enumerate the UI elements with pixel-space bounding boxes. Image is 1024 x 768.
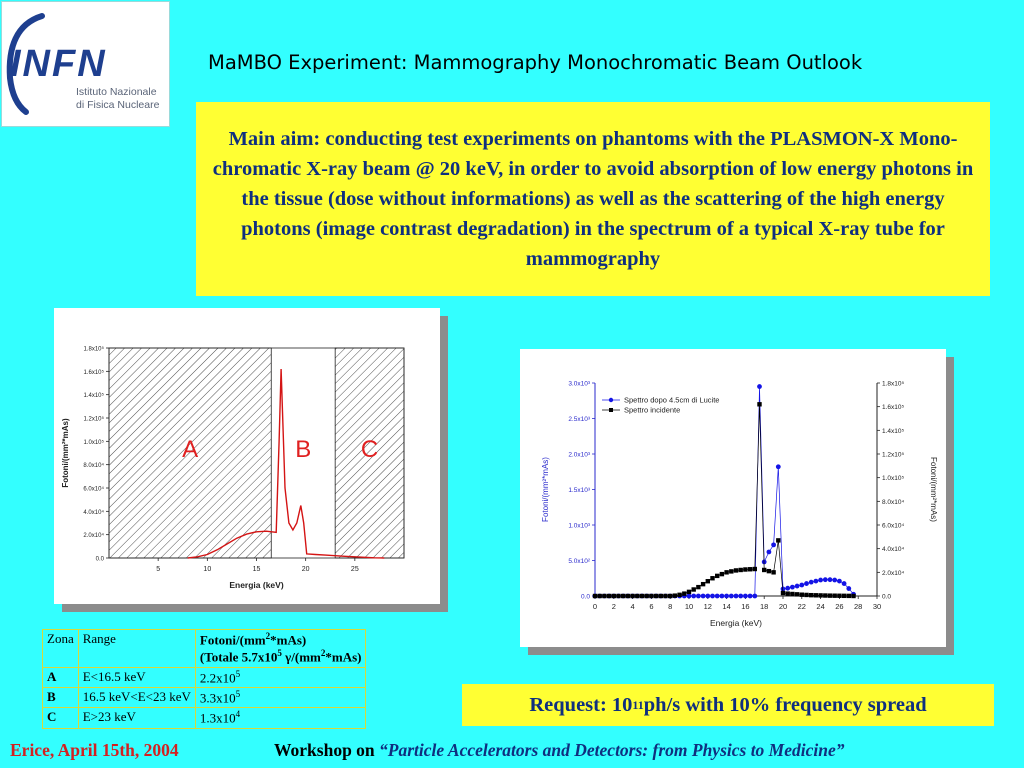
y-right-tick-label: 1.2x10⁵ (882, 451, 905, 459)
data-point-incidente (649, 594, 653, 598)
data-point-incidente (687, 590, 691, 594)
zone-chart (54, 308, 440, 604)
data-point-incidente (786, 591, 790, 595)
data-point-lucite (785, 586, 790, 591)
data-point-lucite (696, 594, 701, 599)
x-tick-label: 10 (203, 566, 212, 573)
data-point-incidente (771, 570, 775, 574)
table-cell-range: 16.5 keV<E<23 keV (78, 687, 195, 707)
aim-box (196, 102, 990, 296)
x-tick-label: 28 (854, 602, 863, 611)
data-point-incidente (757, 402, 761, 406)
y-right-tick-label: 1.4x10⁵ (882, 427, 905, 435)
request-exp: 11 (632, 697, 644, 712)
data-point-incidente (847, 594, 851, 598)
y-right-tick-label: 6.0x10⁴ (882, 522, 905, 530)
data-point-incidente (607, 594, 611, 598)
data-point-lucite (724, 594, 729, 599)
data-point-lucite (701, 594, 706, 599)
data-point-lucite (790, 585, 795, 590)
data-point-lucite (809, 580, 814, 585)
y-right-tick-label: 1.0x10⁵ (882, 475, 905, 483)
request-suffix: ph/s with 10% frequency spread (643, 693, 927, 716)
data-point-incidente (720, 572, 724, 576)
data-point-lucite (729, 594, 734, 599)
y-tick-label: 6.0x10⁴ (83, 486, 104, 493)
y-right-axis-label: Fotoni/(mm²*mAs) (929, 457, 938, 522)
data-point-lucite (710, 594, 715, 599)
legend-label-0: Spettro dopo 4.5cm di Lucite (624, 395, 720, 405)
chart2-panel (520, 349, 946, 647)
data-point-lucite (738, 594, 743, 599)
x-tick-label: 25 (350, 566, 359, 573)
data-point-lucite (687, 594, 692, 599)
data-point-incidente (814, 593, 818, 597)
header-fotoni: Fotoni/$(mm^2*mAs)$ (Totale $5.7x10^5$ $\gamma/(mm^2*mAs)$ (195, 630, 366, 668)
data-point-incidente (739, 568, 743, 572)
y-left-tick-label: 3.0x10³ (568, 380, 590, 388)
data-point-lucite (799, 583, 804, 588)
series-line-1 (595, 404, 854, 596)
zone-label-a: A (182, 436, 199, 463)
request-prefix: Request: 10 (529, 693, 633, 716)
y-left-tick-label: 2.5x10³ (568, 416, 590, 423)
y-axis-label: Fotoni/(mm²*mAs) (61, 418, 70, 488)
table-cell-range: E>23 keV (78, 708, 195, 728)
x-tick-label: 12 (703, 602, 712, 611)
data-point-incidente (781, 591, 785, 595)
zone-label-b: B (295, 436, 312, 463)
data-point-incidente (748, 567, 752, 571)
footer-date: Erice, April 15th, 2004 (10, 740, 179, 760)
data-point-incidente (833, 594, 837, 598)
y-left-tick-label: 2.0x10³ (568, 451, 590, 459)
y-left-tick-label: 0.0 (580, 593, 590, 601)
header-range: Range (78, 630, 195, 668)
data-point-lucite (828, 577, 833, 582)
data-point-incidente (743, 567, 747, 571)
data-point-incidente (612, 594, 616, 598)
data-point-incidente (795, 592, 799, 596)
data-point-incidente (654, 594, 658, 598)
data-point-incidente (602, 594, 606, 598)
table-row (43, 667, 366, 687)
y-tick-label: 2.0x10⁴ (83, 533, 104, 540)
data-point-lucite (842, 581, 847, 586)
data-point-incidente (753, 567, 757, 571)
x-tick-label: 5 (156, 566, 161, 573)
y-right-tick-label: 1.6x10⁵ (882, 404, 905, 412)
data-point-incidente (598, 594, 602, 598)
data-point-lucite (776, 464, 781, 469)
data-point-incidente (762, 568, 766, 572)
series-line-0 (595, 387, 854, 596)
data-point-incidente (734, 568, 738, 572)
table-cell-fotoni: $1.3x10^4$ (195, 708, 366, 728)
table-row (43, 708, 366, 728)
data-point-lucite (705, 594, 710, 599)
logo-line1: Istituto Nazionale (76, 86, 157, 98)
data-point-incidente (767, 569, 771, 573)
data-point-incidente (701, 582, 705, 586)
y-tick-label: 1.4x10⁵ (83, 393, 104, 400)
zone-table (42, 629, 366, 729)
footer-workshop-title: “Particle Accelerators and Detectors: from Physics to Medicine” (379, 740, 845, 760)
y-tick-label: 1.2x10⁵ (83, 416, 104, 423)
y-right-tick-label: 8.0x10⁴ (882, 498, 905, 506)
data-point-incidente (668, 594, 672, 598)
x-tick-label: 20 (301, 566, 310, 573)
data-point-incidente (710, 576, 714, 580)
logo-line2: di Fisica Nucleare (76, 99, 160, 111)
data-point-incidente (842, 594, 846, 598)
y-left-axis-label: Fotoni/(mm²*mAs) (541, 457, 550, 522)
legend-marker-1 (609, 408, 613, 412)
x-tick-label: 2 (611, 602, 616, 611)
data-point-incidente (800, 592, 804, 596)
x-tick-label: 20 (778, 602, 788, 611)
x-tick-label: 8 (668, 602, 673, 611)
x-tick-label: 15 (252, 566, 261, 573)
x-tick-label: 24 (816, 602, 825, 611)
x-tick-label: 0 (592, 602, 598, 611)
table-header-row (43, 630, 366, 668)
data-point-incidente (696, 585, 700, 589)
data-point-incidente (823, 593, 827, 597)
data-point-lucite (748, 594, 753, 599)
data-point-incidente (837, 594, 841, 598)
data-point-incidente (682, 591, 686, 595)
data-point-incidente (729, 569, 733, 573)
page-title: MaMBO Experiment: Mammography Monochromatic Beam Outlook (208, 51, 863, 74)
data-point-lucite (767, 550, 772, 555)
footer-workshop-label: Workshop on (274, 740, 380, 760)
legend-marker-0 (609, 398, 613, 402)
data-point-lucite (720, 594, 725, 599)
x-tick-label: 18 (760, 602, 769, 611)
y-tick-label: 1.0x10⁵ (83, 439, 104, 446)
data-point-incidente (635, 594, 639, 598)
x-tick-label: 10 (684, 602, 694, 611)
logo-mark: INFN (10, 43, 107, 85)
data-point-incidente (776, 538, 780, 542)
x-tick-label: 30 (872, 602, 882, 611)
table-cell-zona: B (43, 687, 79, 707)
data-point-incidente (804, 593, 808, 597)
data-point-incidente (645, 594, 649, 598)
data-point-incidente (851, 594, 855, 598)
table-cell-zona: C (43, 708, 79, 728)
data-point-incidente (621, 594, 625, 598)
x-axis-label: Energia (keV) (229, 580, 284, 590)
data-point-lucite (837, 579, 842, 584)
data-point-incidente (828, 593, 832, 597)
spectrum-chart (520, 349, 946, 647)
data-point-incidente (616, 594, 620, 598)
y-left-tick-label: 1.5x10³ (568, 487, 590, 494)
x-tick-label: 26 (835, 602, 844, 611)
x-tick-label: 22 (797, 602, 806, 611)
y-right-tick-label: 0.0 (882, 593, 892, 601)
y-right-tick-label: 1.8x10⁵ (882, 380, 905, 388)
data-point-incidente (818, 593, 822, 597)
data-point-incidente (673, 593, 677, 597)
data-point-lucite (743, 594, 748, 599)
data-point-incidente (809, 593, 813, 597)
data-point-lucite (846, 586, 851, 591)
footer-workshop (274, 740, 845, 761)
data-point-incidente (677, 593, 681, 597)
data-point-incidente (659, 594, 663, 598)
zone-label-c: C (360, 436, 379, 463)
table-cell-range: E<16.5 keV (78, 667, 195, 687)
data-point-incidente (626, 594, 630, 598)
x-tick-label: 6 (649, 602, 654, 611)
data-point-lucite (804, 581, 809, 586)
data-point-incidente (692, 587, 696, 591)
chart1-panel (54, 308, 440, 604)
x-tick-label: 4 (630, 602, 635, 611)
legend-label-1: Spettro incidente (624, 405, 681, 415)
header-zona: Zona (43, 630, 79, 668)
x-tick-label: 16 (741, 602, 750, 611)
table-cell-fotoni: $3.3x10^5$ (195, 687, 366, 707)
data-point-incidente (706, 579, 710, 583)
data-point-lucite (691, 594, 696, 599)
y-left-tick-label: 5.0x10² (568, 558, 590, 565)
y-tick-label: 8.0x10⁴ (83, 463, 104, 470)
data-point-lucite (814, 579, 819, 584)
table-cell-fotoni: $2.2x10^5$ (195, 667, 366, 687)
data-point-lucite (734, 594, 739, 599)
y-left-tick-label: 1.0x10³ (568, 522, 590, 530)
infn-logo (1, 1, 170, 127)
table-row (43, 687, 366, 707)
data-point-incidente (663, 594, 667, 598)
data-point-lucite (752, 594, 757, 599)
y-tick-label: 1.8x10⁵ (83, 346, 104, 353)
data-point-lucite (823, 577, 828, 582)
y-tick-label: 1.6x10⁵ (83, 369, 104, 376)
data-point-lucite (795, 584, 800, 589)
data-point-lucite (715, 594, 720, 599)
x-tick-label: 14 (722, 602, 731, 611)
data-point-lucite (771, 542, 776, 547)
data-point-incidente (640, 594, 644, 598)
data-point-incidente (715, 574, 719, 578)
y-right-tick-label: 2.0x10⁴ (882, 569, 905, 577)
y-tick-label: 0.0 (95, 556, 104, 563)
data-point-incidente (630, 594, 634, 598)
y-right-tick-label: 4.0x10⁴ (882, 546, 905, 554)
data-point-lucite (757, 384, 762, 389)
data-point-incidente (790, 592, 794, 596)
data-point-lucite (832, 578, 837, 583)
data-point-incidente (593, 594, 597, 598)
y-tick-label: 4.0x10⁴ (83, 509, 104, 516)
request-box (462, 684, 994, 726)
data-point-incidente (724, 570, 728, 574)
aim-text: Main aim: conducting test experiments on phantoms with the PLASMON-X Mono-chromatic X-ray beam @ 20 keV, in order to avoid absorption of low energy photons in the tissue (dose without informations) as well as the scattering of the high energy photons (image contrast degradation) in the spectrum of a typical X-ray tube for mammography (212, 128, 974, 270)
data-point-lucite (818, 578, 823, 583)
table-cell-zona: A (43, 667, 79, 687)
x-axis-label: Energia (keV) (710, 618, 762, 628)
